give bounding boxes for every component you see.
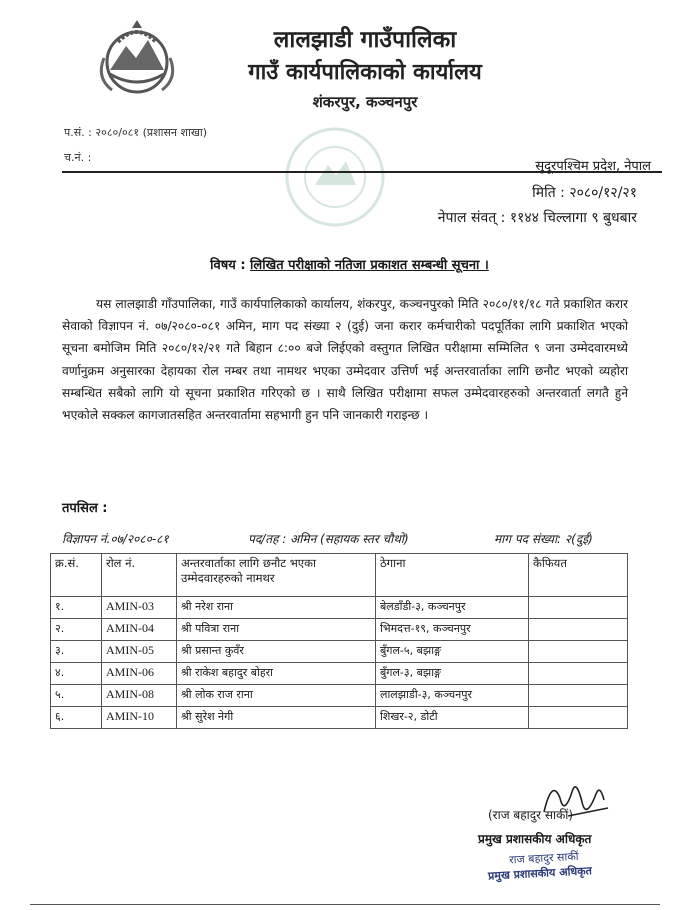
- cell-name: श्री नरेश राना: [177, 597, 376, 619]
- table-row: [51, 641, 628, 663]
- cell-roll: AMIN-03: [102, 597, 177, 619]
- notice-body: यस लालझाडी गाँउपालिका, गाउँ कार्यपालिकाको कार्यालय, शंकरपुर, कञ्चनपुरको मिति २०८०/११/१८ गते प्रकाशित करार सेवाको विज्ञापन नं. ०७/२०८०-०८१ अमिन, माग पद संख्या २ (दुई) जना करार कर्मचारीको पदपूर्तिका लागि प्रकाशित भएको सूचना बमोजिम मिति २०८०/१२/२१ गते बिहान ८:०० बजे लिईएको वस्तुगत लिखित परीक्षामा सम्मिलित ९ जना उम्मेदवारमध्ये वर्णानुक्रम अनुसारका देहायका रोल नम्बर तथा नामथर भएका उम्मेदवार उत्तिर्ण भई अन्तरवार्ताका लागि छनौट भएको व्यहोरा सम्बन्धित सबैको लागि यो सूचना प्रकाशित गरिएको छ । साथै लिखित परीक्षामा सफल उम्मेदवारहरुको अन्तरवार्ता लगतै हुने भएकोले सक्कल कागजातसहित अन्तरवार्तामा सहभागी हुन पनि जानकारी गराइन्छ ।: [62, 297, 628, 423]
- cell-name: श्री सुरेश नेगी: [177, 707, 376, 729]
- cell-address: लालझाडी-३, कञ्चनपुर: [376, 685, 529, 707]
- office-name: लालझाडी गाउँपालिका: [273, 27, 457, 53]
- document-date: मिति : २०८०/१२/२१: [532, 185, 637, 201]
- table-row: [51, 597, 628, 619]
- cell-serial: ४.: [51, 663, 102, 685]
- cell-address: बेलडाँडी-३, कञ्चनपुर: [376, 597, 529, 619]
- cell-serial: १.: [51, 597, 102, 619]
- tapsil-heading: तपसिल :: [62, 501, 108, 516]
- result-table: [50, 553, 628, 729]
- dispatch-number: च.नं. :: [64, 151, 92, 164]
- advertisement-number: विज्ञापन नं.०७/२०८०-८१: [62, 532, 169, 546]
- stamp-name: राज बहादुर साकीं: [508, 849, 579, 867]
- subject-line: [0, 255, 699, 273]
- cell-roll: AMIN-06: [102, 663, 177, 685]
- province-label: सुदूरपश्चिम प्रदेश, नेपाल: [535, 159, 651, 174]
- office-address: शंकरपुर, कञ्चनपुर: [312, 93, 418, 111]
- cell-remarks: [529, 707, 628, 729]
- col-name: अन्तरवार्ताका लागि छनौट भएका उम्मेदवारहरुको नामथर: [177, 554, 376, 597]
- cell-roll: AMIN-10: [102, 707, 177, 729]
- cell-serial: ३.: [51, 641, 102, 663]
- table-row: [51, 685, 628, 707]
- bottom-divider: [30, 904, 660, 905]
- cell-remarks: [529, 597, 628, 619]
- subject-text: लिखित परीक्षाको नतिजा प्रकाशत सम्बन्धी सूचना ।: [250, 258, 489, 273]
- signatory-name: (राज बहादुर साकीं): [488, 808, 574, 822]
- header-divider: [62, 171, 662, 173]
- cell-remarks: [529, 619, 628, 641]
- cell-remarks: [529, 663, 628, 685]
- cell-remarks: [529, 641, 628, 663]
- cell-address: शिखर-२, डोटी: [376, 707, 529, 729]
- reference-number: प.सं. : २०८०/०८१ (प्रशासन शाखा): [64, 126, 208, 139]
- cell-address: बुँगल-३, बझाङ्ग: [376, 663, 529, 685]
- table-row: [51, 663, 628, 685]
- cell-name: श्री राकेश बहादुर बोहरा: [177, 663, 376, 685]
- cell-serial: २.: [51, 619, 102, 641]
- table-row: [51, 707, 628, 729]
- nepal-sambat-date: नेपाल संवत् : ११४४ चिल्लागा ९ बुधबार: [437, 210, 637, 226]
- col-remarks: कैफियत: [529, 554, 628, 597]
- seal-watermark: [280, 125, 390, 230]
- cell-address: भिमदत्त-१९, कञ्चनपुर: [376, 619, 529, 641]
- cell-roll: AMIN-08: [102, 685, 177, 707]
- col-address: ठेगाना: [376, 554, 529, 597]
- col-roll: रोल नं.: [102, 554, 177, 597]
- subject-label: विषय :: [210, 258, 246, 273]
- cell-serial: ६.: [51, 707, 102, 729]
- cell-roll: AMIN-04: [102, 619, 177, 641]
- cell-name: श्री लोक राज राना: [177, 685, 376, 707]
- table-row: [51, 619, 628, 641]
- cell-name: श्री पवित्रा राना: [177, 619, 376, 641]
- cell-name: श्री प्रसान्त कुवँर: [177, 641, 376, 663]
- demand-count: माग पद संख्या: २(दुई): [494, 532, 593, 546]
- post-level: पद/तह : अमिन (सहायक स्तर चौथो): [248, 532, 409, 546]
- cell-address: बुँगल-५, बझाङ्ग: [376, 641, 529, 663]
- signatory-title: प्रमुख प्रशासकीय अधिकृत: [478, 832, 592, 846]
- table-header-row: [51, 554, 628, 597]
- government-emblem-icon: [92, 18, 182, 98]
- col-serial: क्र.सं.: [51, 554, 102, 597]
- office-subtitle: गाउँ कार्यपालिकाको कार्यालय: [248, 60, 482, 85]
- cell-serial: ५.: [51, 685, 102, 707]
- cell-remarks: [529, 685, 628, 707]
- stamp-title: प्रमुख प्रशासकीय अधिकृत: [487, 864, 593, 883]
- cell-roll: AMIN-05: [102, 641, 177, 663]
- name-stamp: [487, 846, 627, 899]
